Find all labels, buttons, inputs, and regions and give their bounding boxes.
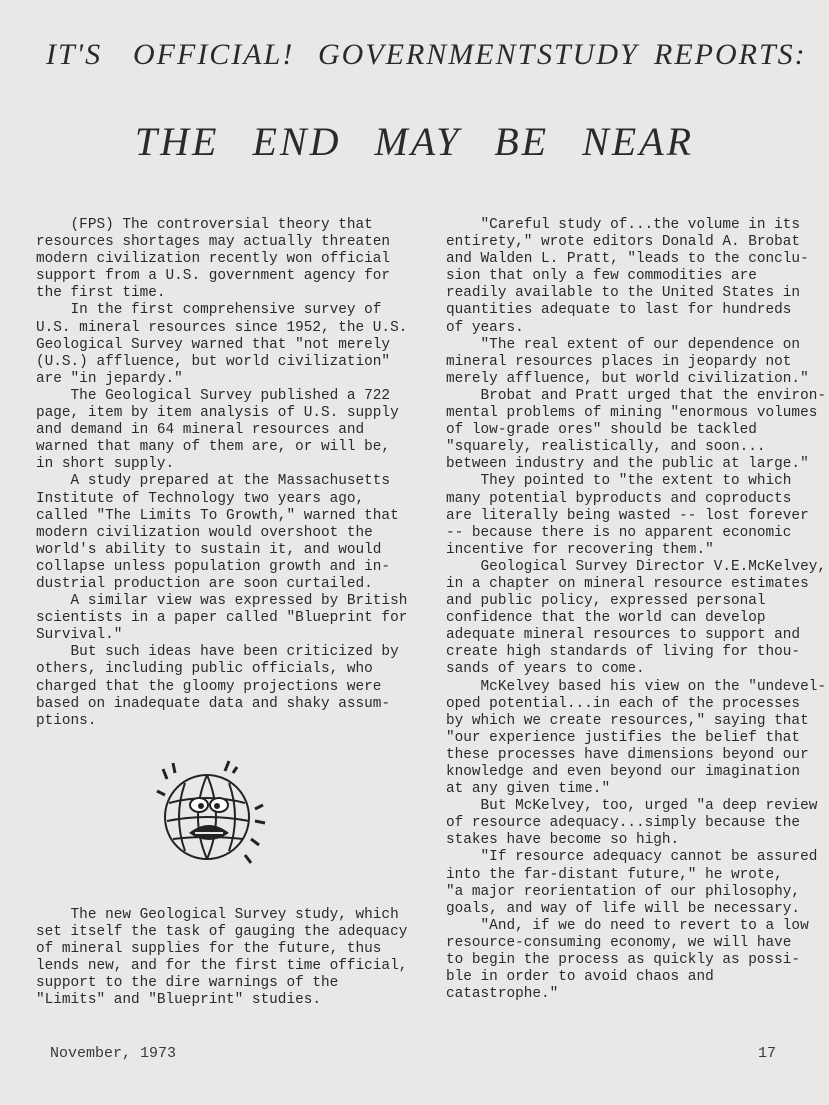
text-line: stakes have become so high.: [446, 832, 680, 849]
text-line: and public policy, expressed personal: [446, 593, 766, 610]
text-line: goals, and way of life will be necessary.: [446, 900, 801, 917]
text-line: catastrophe.": [446, 986, 559, 1003]
text-line: are literally being wasted -- lost forever: [446, 507, 809, 524]
text-line: support to the dire warnings of the: [36, 975, 339, 992]
text-line: sion that only a few commodities are: [446, 268, 757, 285]
text-line: A study prepared at the Massachusetts: [36, 473, 391, 490]
text-line: of years.: [446, 319, 524, 336]
kicker-word: IT'S: [46, 38, 103, 71]
text-line: charged that the gloomy projections were: [36, 678, 382, 695]
text-line: entirety," wrote editors Donald A. Brobat: [446, 234, 801, 251]
right-column: [446, 217, 826, 1003]
kicker-word: OFFICIAL!: [133, 38, 295, 71]
text-line: of mineral supplies for the future, thus: [36, 941, 382, 958]
text-line: collapse unless population growth and in-: [36, 558, 391, 575]
text-line: readily available to the United States in: [446, 285, 801, 302]
text-line: merely affluence, but world civilization.": [446, 370, 809, 387]
headline: THE END MAY BE NEAR: [134, 119, 695, 164]
left-column-bottom: [36, 907, 407, 1010]
text-line: quantities adequate to last for hundreds: [446, 302, 792, 319]
text-line: these processes have dimensions beyond our: [446, 746, 809, 763]
text-line: world's ability to sustain it, and would: [36, 541, 382, 558]
text-line: ble in order to avoid chaos and: [446, 969, 714, 986]
text-line: by which we create resources," saying that: [446, 712, 809, 729]
text-line: adequate mineral resources to support and: [446, 627, 801, 644]
text-line: and Walden L. Pratt, "leads to the conclu-: [446, 251, 809, 268]
kicker-word: GOVERNMENT: [318, 38, 537, 71]
text-line: sands of years to come.: [446, 661, 645, 678]
kicker-word: REPORTS:: [654, 38, 807, 71]
text-line: Geological Survey warned that "not merely: [36, 336, 391, 353]
text-line: McKelvey based his view on the "undevel-: [446, 678, 826, 695]
text-line: warned that many of them are, or will be,: [36, 439, 391, 456]
worried-globe-cartoon: [155, 755, 275, 875]
text-line: "a major reorientation of our philosophy,: [446, 883, 801, 900]
text-line: modern civilization recently won official: [36, 251, 391, 268]
text-line: Survival.": [36, 627, 123, 644]
text-line: dustrial production are soon curtailed.: [36, 575, 373, 592]
text-line: resource-consuming economy, we will have: [446, 934, 792, 951]
text-line: set itself the task of gauging the adequacy: [36, 924, 408, 941]
text-line: "Careful study of...the volume in its: [446, 217, 801, 233]
text-line: of low-grade ores" should be tackled: [446, 422, 757, 439]
text-line: "our experience justifies the belief that: [446, 729, 801, 746]
text-line: of resource adequacy...simply because the: [446, 815, 801, 832]
text-line: support from a U.S. government agency for: [36, 268, 391, 285]
text-line: A similar view was expressed by British: [36, 593, 408, 610]
text-line: (FPS) The controversial theory that: [36, 217, 373, 233]
text-line: (U.S.) affluence, but world civilization": [36, 353, 391, 370]
text-line: are "in jepardy.": [36, 370, 183, 387]
text-line: Geological Survey Director V.E.McKelvey,: [446, 558, 826, 575]
text-line: The Geological Survey published a 722: [36, 387, 391, 404]
text-line: "And, if we do need to revert to a low: [446, 917, 809, 934]
page-number: 17: [758, 1045, 777, 1062]
text-line: ptions.: [36, 712, 97, 729]
text-line: "squarely, realistically, and soon...: [446, 439, 766, 456]
text-line: into the far-distant future," he wrote,: [446, 866, 783, 883]
text-line: in a chapter on mineral resource estimates: [446, 575, 809, 592]
text-line: at any given time.": [446, 781, 611, 798]
text-line: many potential byproducts and coproducts: [446, 490, 792, 507]
text-line: between industry and the public at large.": [446, 456, 809, 473]
text-line: -- because there is no apparent economic: [446, 524, 792, 541]
text-line: page, item by item analysis of U.S. supply: [36, 405, 399, 422]
text-line: the first time.: [36, 285, 166, 302]
kicker-word: STUDY: [537, 38, 639, 71]
text-line: others, including public officials, who: [36, 661, 373, 678]
text-line: mental problems of mining "enormous volumes: [446, 405, 818, 422]
text-line: U.S. mineral resources since 1952, the U.S.: [36, 319, 408, 336]
text-line: "The real extent of our dependence on: [446, 336, 801, 353]
text-line: Brobat and Pratt urged that the environ-: [446, 387, 826, 404]
text-line: scientists in a paper called "Blueprint for: [36, 610, 408, 627]
text-line: lends new, and for the first time official,: [36, 958, 408, 975]
text-line: create high standards of living for thou-: [446, 644, 801, 661]
text-line: modern civilization would overshoot the: [36, 524, 373, 541]
text-line: based on inadequate data and shaky assum-: [36, 695, 391, 712]
text-line: called "The Limits To Growth," warned that: [36, 507, 399, 524]
text-line: knowledge and even beyond our imagination: [446, 764, 801, 780]
text-line: "If resource adequacy cannot be assured: [446, 849, 818, 866]
text-line: But such ideas have been criticized by: [36, 644, 399, 661]
text-line: resources shortages may actually threaten: [36, 234, 391, 251]
footer-date: November, 1973: [50, 1045, 177, 1062]
text-line: The new Geological Survey study, which: [36, 907, 399, 923]
text-line: in short supply.: [36, 456, 175, 473]
text-line: In the first comprehensive survey of: [36, 302, 382, 319]
text-line: oped potential...in each of the processes: [446, 695, 801, 712]
text-line: to begin the process as quickly as possi-: [446, 952, 801, 969]
left-column: [36, 217, 407, 730]
text-line: "Limits" and "Blueprint" studies.: [36, 992, 321, 1009]
text-line: incentive for recovering them.": [446, 541, 714, 558]
text-line: confidence that the world can develop: [446, 610, 766, 627]
text-line: and demand in 64 mineral resources and: [36, 422, 365, 439]
text-line: They pointed to "the extent to which: [446, 473, 792, 490]
text-line: Institute of Technology two years ago,: [36, 490, 365, 507]
text-line: mineral resources places in jeopardy not: [446, 353, 792, 370]
text-line: But McKelvey, too, urged "a deep review: [446, 798, 818, 815]
